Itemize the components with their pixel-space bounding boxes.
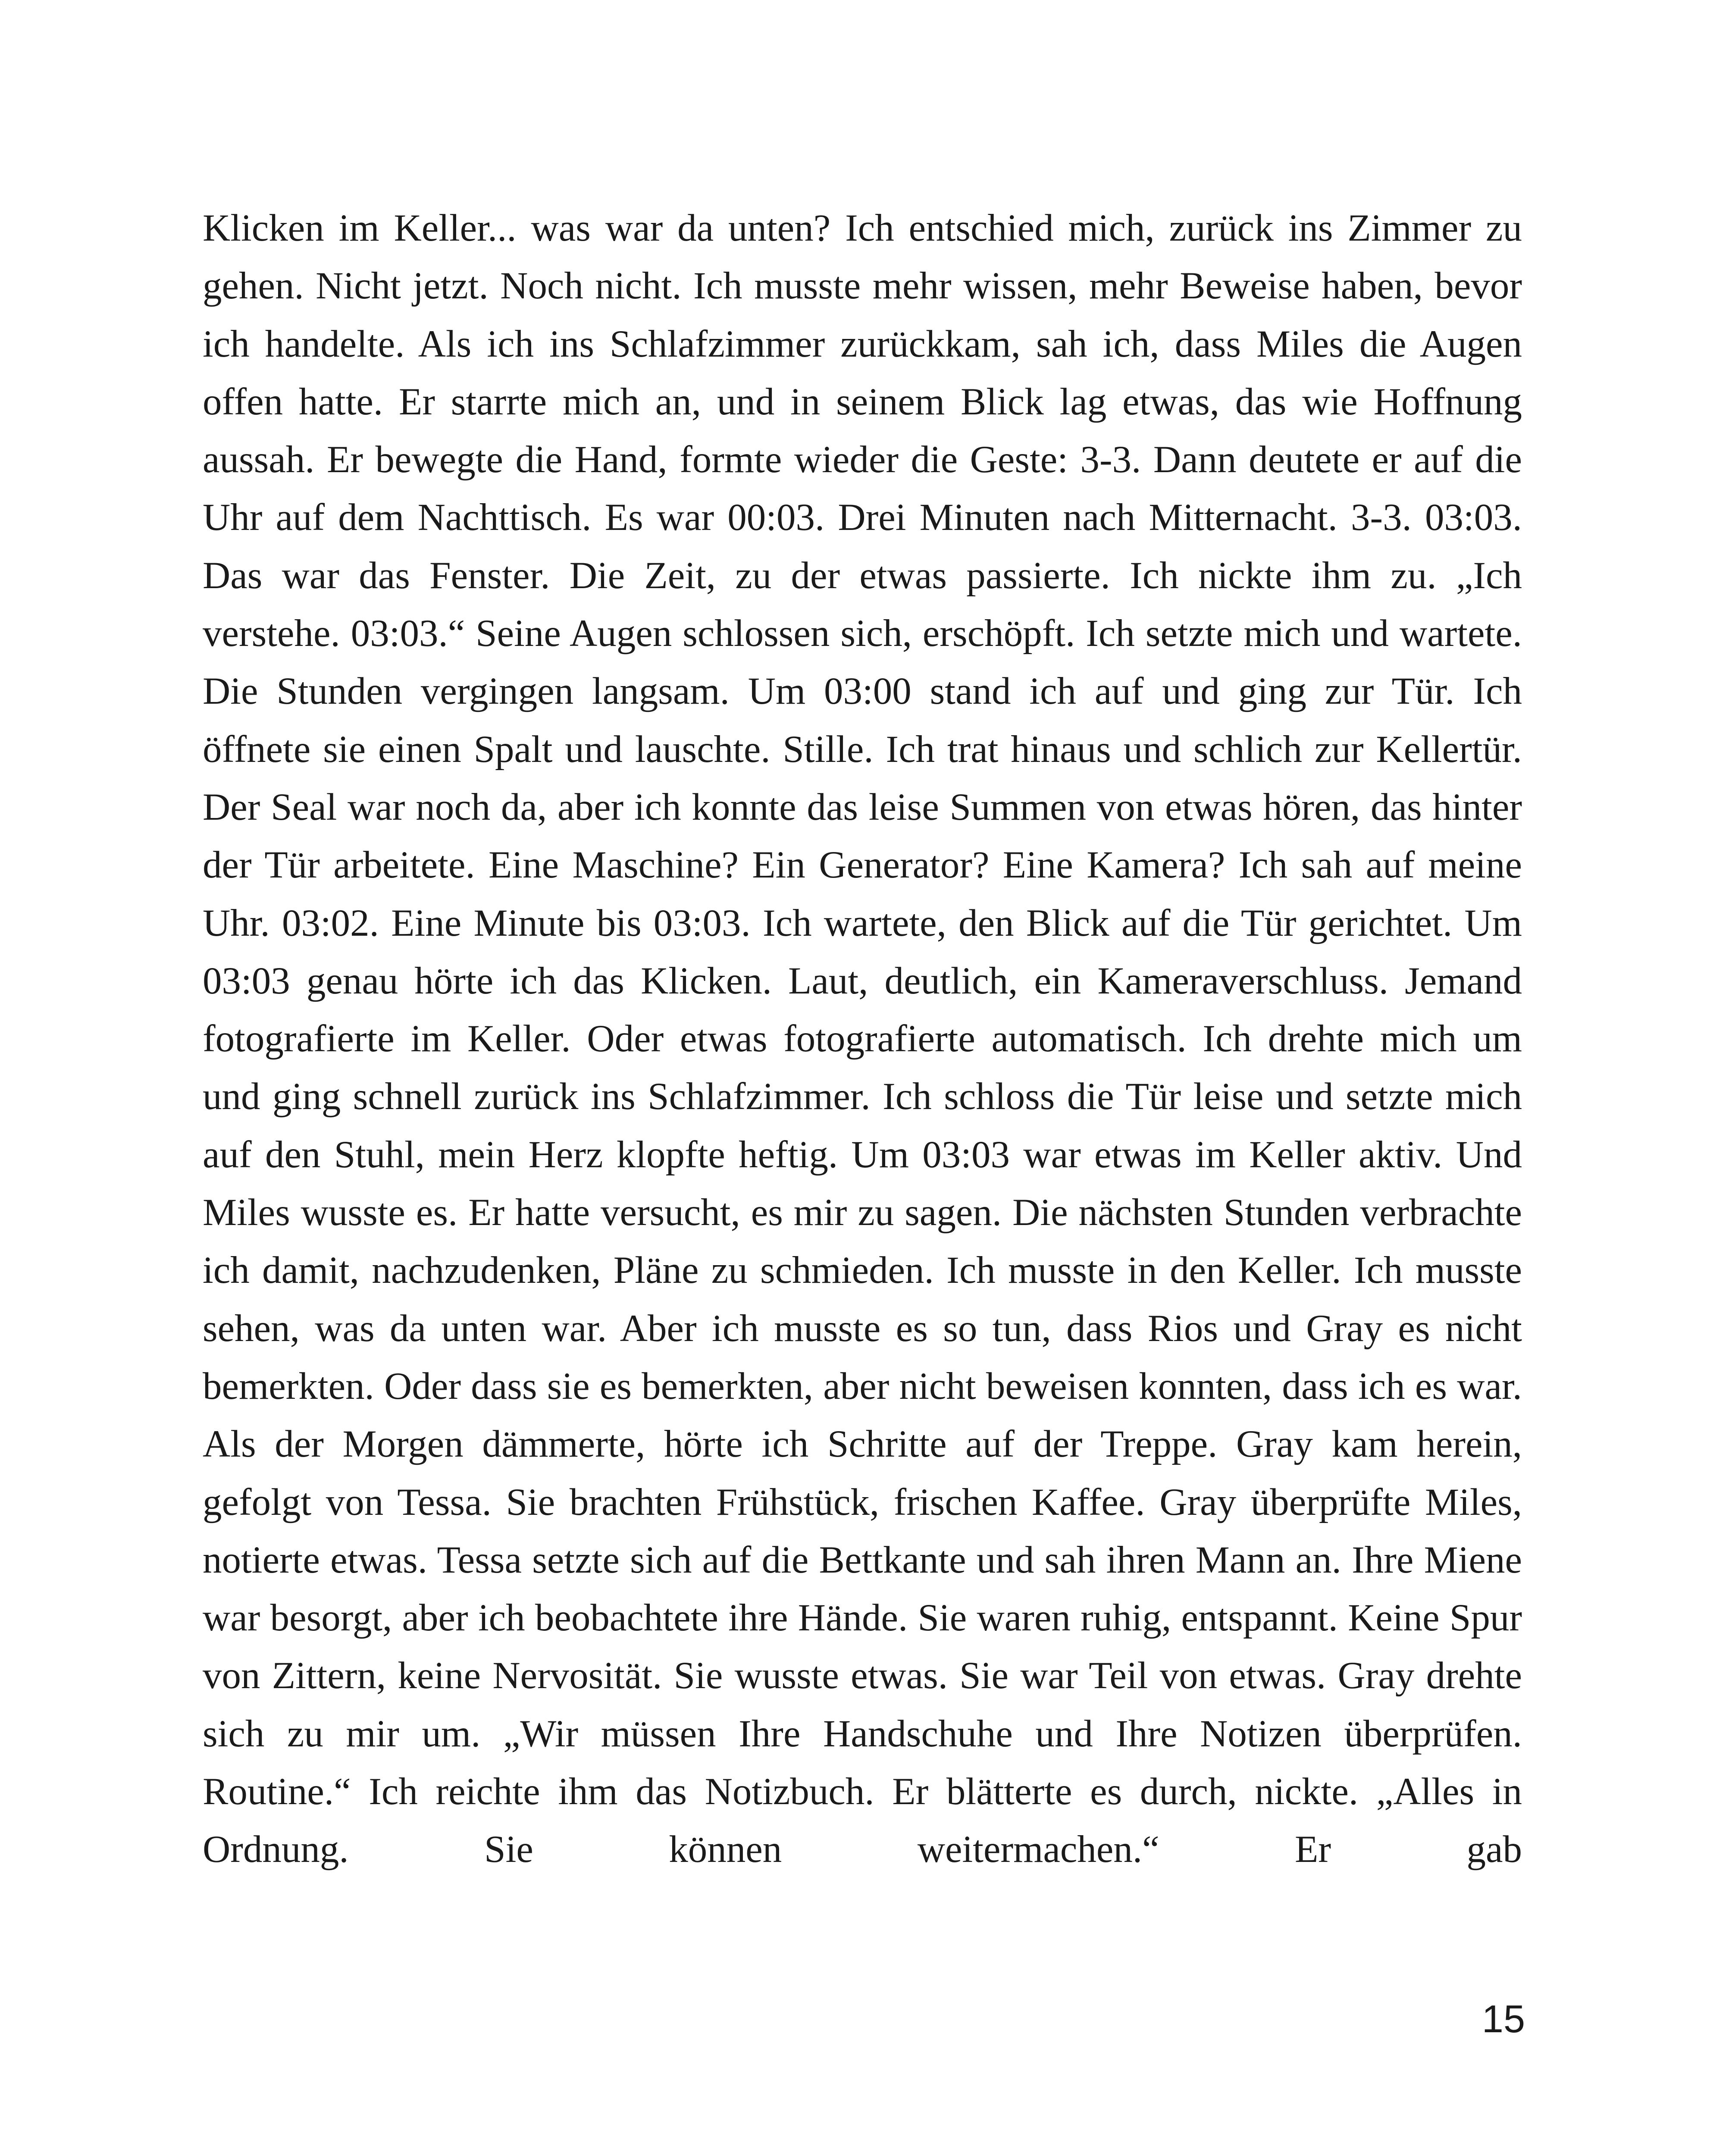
- body-paragraph: Klicken im Keller... was war da unten? Ich entschied mich, zurück ins Zimmer zu gehen. Nicht jetzt. Noch nicht. Ich musste mehr wissen, mehr Beweise haben, bevor ich handelte. Als ich ins Schlafzimmer zurückkam, sah ich, dass Miles die Augen offen hatte. Er starrte mich an, und in seinem Blick lag etwas, das wie Hoffnung aussah. Er bewegte die Hand, formte wieder die Geste: 3-3. Dann deutete er auf die Uhr auf dem Nachttisch. Es war 00:03. Drei Minuten nach Mitternacht. 3-3. 03:03. Das war das Fenster. Die Zeit, zu der etwas passierte. Ich nickte ihm zu. „Ich verstehe. 03:03.“ Seine Augen schlossen sich, erschöpft. Ich setzte mich und wartete. Die Stunden vergingen langsam. Um 03:00 stand ich auf und ging zur Tür. Ich öffnete sie einen Spalt und lauschte. Stille. Ich trat hinaus und schlich zur Kellertür. Der Seal war noch da, aber ich konnte das leise Summen von etwas hören, das hinter der Tür arbeitete. Eine Maschine? Ein Generator? Eine Kamera? Ich sah auf meine Uhr. 03:02. Eine Minute bis 03:03. Ich wartete, den Blick auf die Tür gerichtet. Um 03:03 genau hörte ich das Klicken. Laut, deutlich, ein Kameraverschluss. Jemand fotografierte im Keller. Oder etwas fotografierte automatisch. Ich drehte mich um und ging schnell zurück ins Schlafzimmer. Ich schloss die Tür leise und setzte mich auf den Stuhl, mein Herz klopfte heftig. Um 03:03 war etwas im Keller aktiv. Und Miles wusste es. Er hatte versucht, es mir zu sagen. Die nächsten Stunden verbrachte ich damit, nachzudenken, Pläne zu schmieden. Ich musste in den Keller. Ich musste sehen, was da unten war. Aber ich musste es so tun, dass Rios und Gray es nicht bemerkten. Oder dass sie es bemerkten, aber nicht beweisen konnten, dass ich es war. Als der Morgen dämmerte, hörte ich Schritte auf der Treppe. Gray kam herein, gefolgt von Tessa. Sie brachten Frühstück, frischen Kaffee. Gray überprüfte Miles, notierte etwas. Tessa setzte sich auf die Bettkante und sah ihren Mann an. Ihre Miene war besorgt, aber ich beobachtete ihre Hände. Sie waren ruhig, entspannt. Keine Spur von Zittern, keine Nervosität. Sie wusste etwas. Sie war Teil von etwas. Gray drehte sich zu mir um. „Wir müssen Ihre Handschuhe und Ihre Notizen überprüfen. Routine.“ Ich reichte ihm das Notizbuch. Er blätterte es durch, nickte. „Alles in Ordnung. Sie können weitermachen.“ Er gab: [203, 207, 1522, 1871]
- page-number: 15: [1481, 1998, 1525, 2041]
